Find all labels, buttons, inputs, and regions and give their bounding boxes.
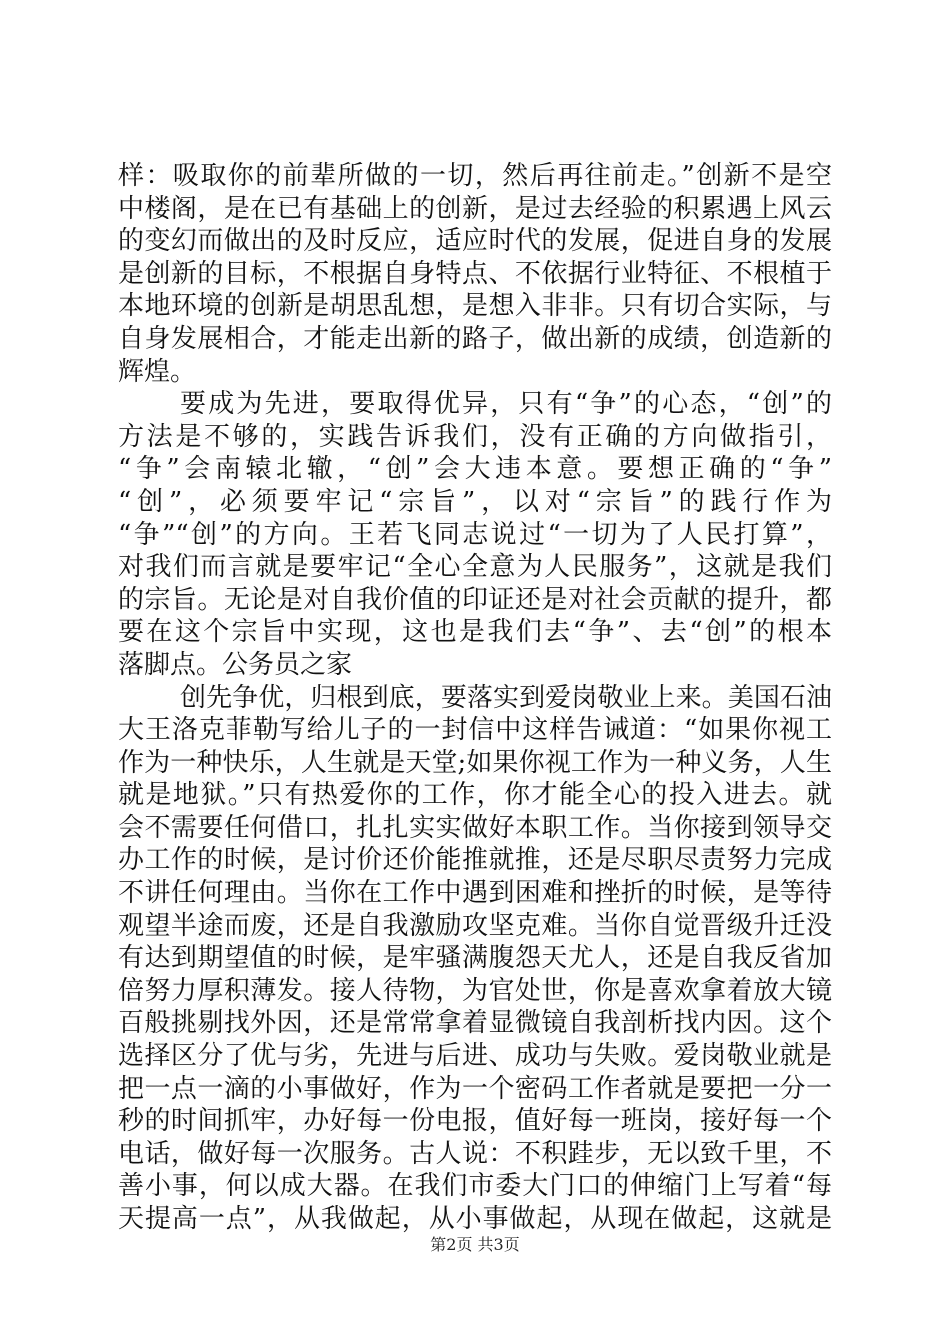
text-line: 观望半途而废，还是自我激励攻坚克难。当你自觉晋级升迁没: [118, 910, 832, 941]
text-line: 落脚点。公务员之家: [118, 649, 353, 680]
text-line: 对我们而言就是要牢记“全心全意为人民服务”，这就是我们: [118, 552, 832, 583]
text-line: 的变幻而做出的及时反应，适应时代的发展，促进自身的发展: [118, 226, 832, 257]
text-line: 不讲任何理由。当你在工作中遇到困难和挫折的时候，是等待: [118, 878, 832, 909]
text-line: “创”，必须要牢记“宗旨”，以对“宗旨”的践行作为: [118, 486, 832, 517]
body-text: [118, 160, 832, 1236]
text-line: 要在这个宗旨中实现，这也是我们去“争”、去“创”的根本: [118, 617, 832, 648]
text-line: 创先争优，归根到底，要落实到爱岗敬业上来。美国石油: [180, 682, 832, 713]
text-line: 选择区分了优与劣，先进与后进、成功与失败。爱岗敬业就是: [118, 1041, 832, 1072]
text-line: 是创新的目标，不根据自身特点、不依据行业特征、不根植于: [118, 258, 832, 289]
text-line: 把一点一滴的小事做好，作为一个密码工作者就是要把一分一: [118, 1073, 832, 1104]
text-line: 会不需要任何借口，扎扎实实做好本职工作。当你接到领导交: [118, 812, 832, 843]
text-line: 百般挑剔找外因，还是常常拿着显微镜自我剖析找内因。这个: [118, 1008, 832, 1039]
text-line: 方法是不够的，实践告诉我们，没有正确的方向做指引，: [118, 421, 832, 452]
text-line: 要成为先进，要取得优异，只有“争”的心态，“创”的: [180, 389, 832, 420]
text-line: 大王洛克菲勒写给儿子的一封信中这样告诫道：“如果你视工: [118, 715, 832, 746]
text-line: “争”会南辕北辙，“创”会大违本意。要想正确的“争”: [118, 454, 832, 485]
text-line: 中楼阁，是在已有基础上的创新，是过去经验的积累遇上风云: [118, 193, 832, 224]
page-footer: 第2页 共3页: [430, 1235, 520, 1254]
text-line: 样：吸取你的前辈所做的一切，然后再往前走。”创新不是空: [118, 161, 832, 191]
text-line: 辉煌。: [118, 356, 197, 387]
text-line: 的宗旨。无论是对自我价值的印证还是对社会贡献的提升，都: [118, 584, 832, 615]
text-line: 善小事，何以成大器。在我们市委大门口的伸缩门上写着“每: [118, 1171, 832, 1202]
text-line: 电话，做好每一次服务。古人说：不积跬步，无以致千里，不: [118, 1138, 832, 1169]
text-line: 秒的时间抓牢，办好每一份电报，值好每一班岗，接好每一个: [118, 1106, 832, 1137]
text-line: 办工作的时候，是讨价还价能推就推，还是尽职尽责努力完成: [118, 845, 832, 876]
text-line: 倍努力厚积薄发。接人待物，为官处世，你是喜欢拿着放大镜: [118, 975, 832, 1006]
text-line: 本地环境的创新是胡思乱想，是想入非非。只有切合实际，与: [118, 291, 832, 322]
text-line: 作为一种快乐，人生就是天堂;如果你视工作为一种义务，人生: [118, 747, 832, 778]
text-line: 就是地狱。”只有热爱你的工作，你才能全心的投入进去。就: [118, 780, 832, 811]
text-line: “争”“创”的方向。王若飞同志说过“一切为了人民打算”，: [118, 519, 832, 550]
text-line: 天提高一点”，从我做起，从小事做起，从现在做起，这就是: [118, 1204, 832, 1234]
text-line: 有达到期望值的时候，是牢骚满腹怨天尤人，还是自我反省加: [118, 943, 832, 974]
text-line: 自身发展相合，才能走出新的路子，做出新的成绩，创造新的: [118, 323, 832, 354]
